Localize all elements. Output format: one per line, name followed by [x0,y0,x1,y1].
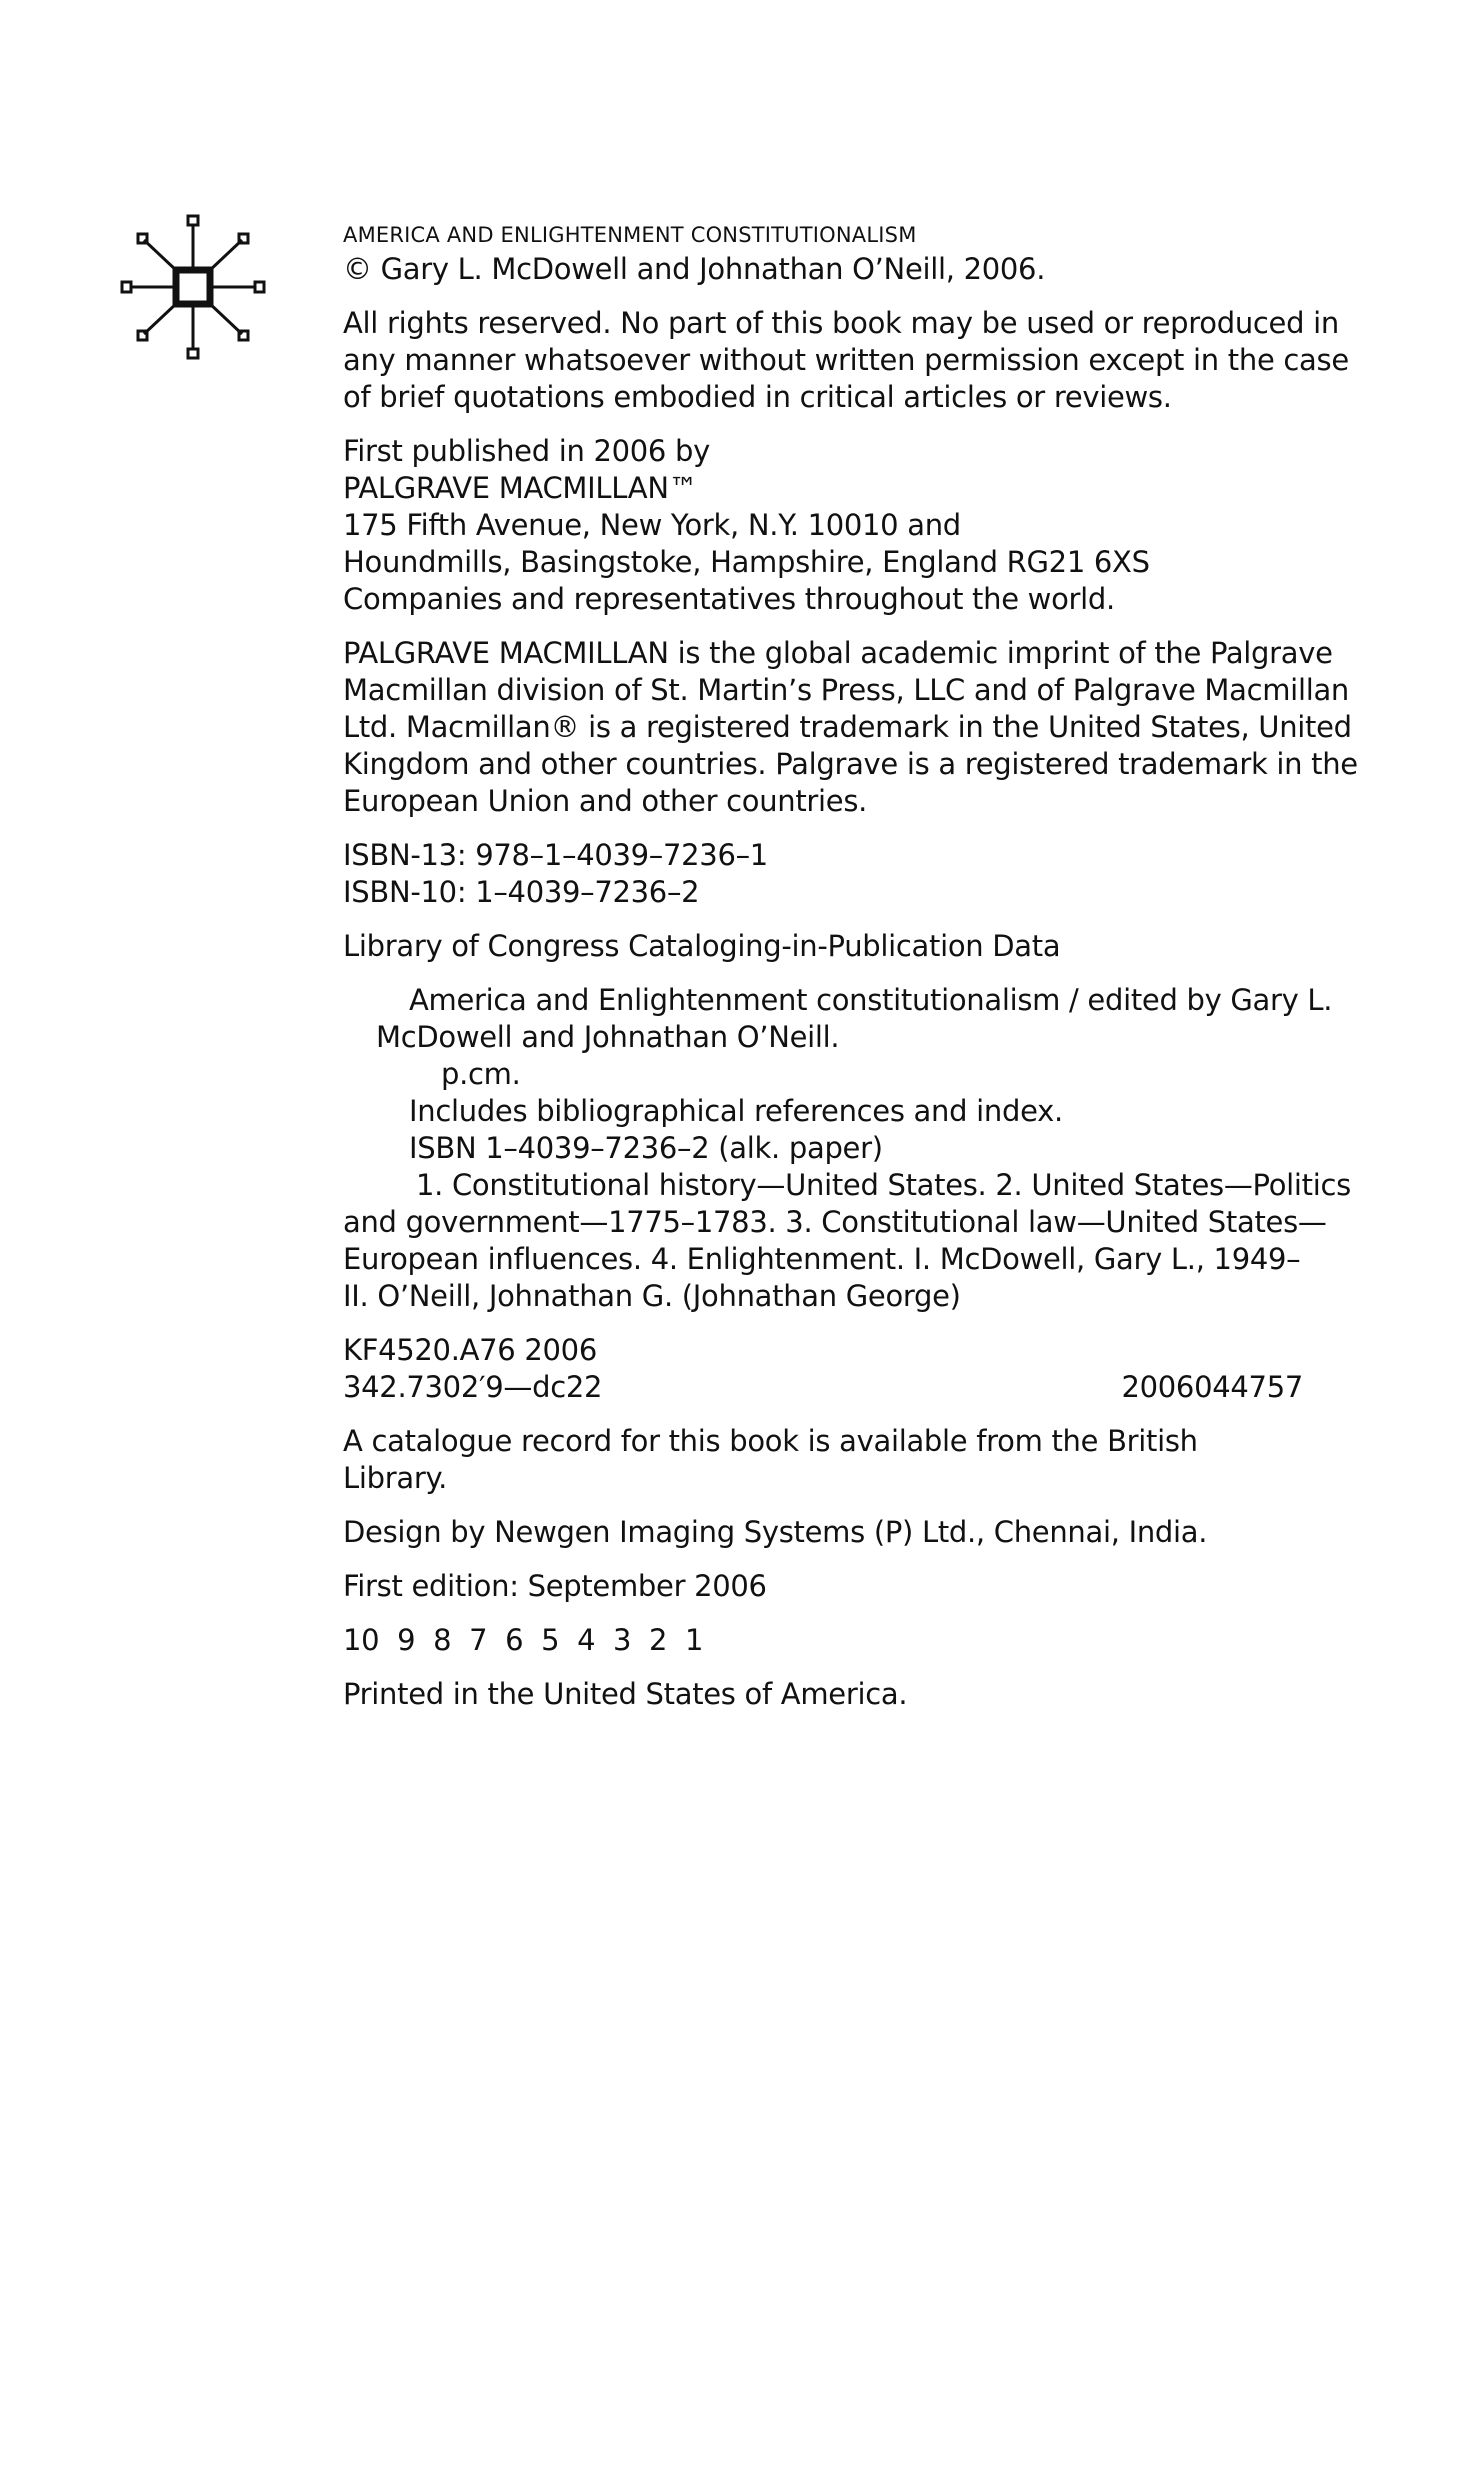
isbn-13: ISBN-13: 978–1–4039–7236–1 [343,838,768,872]
design-credit: Design by Newgen Imaging Systems (P) Ltd., Chennai, India. [343,1515,1208,1549]
cip-subject-line: and government—1775–1783. 3. Constitutional law—United States— [343,1205,1327,1239]
catalogue-record: A catalogue record for this book is available from the British Library. [343,1424,1198,1495]
publisher-line: 175 Fifth Avenue, New York, N.Y. 10010 and [343,508,961,542]
isbn-10: ISBN-10: 1–4039–7236–2 [343,875,700,909]
publisher-line: Houndmills, Basingstoke, Hampshire, England RG21 6XS [343,545,1150,579]
cip-pcm: p.cm. [441,1057,521,1091]
imprint-line: European Union and other countries. [343,784,868,818]
imprint-statement [343,635,1358,820]
cip-subject-line: European influences. 4. Enlightenment. I. McDowell, Gary L., 1949– [343,1242,1301,1276]
isbn-block [343,837,1303,911]
cip-isbn: ISBN 1–4039–7236–2 (alk. paper) [409,1131,883,1165]
rights-line: of brief quotations embodied in critical articles or reviews. [343,380,1172,414]
publisher-line: Companies and representatives throughout the world. [343,582,1115,616]
lccn: 2006044757 [1121,1370,1303,1404]
cip-heading: Library of Congress Cataloging-in-Publication Data [343,929,1061,963]
imprint-line: Macmillan division of St. Martin’s Press, LLC and of Palgrave Macmillan [343,673,1350,707]
imprint-line: PALGRAVE MACMILLAN is the global academic imprint of the Palgrave [343,636,1333,670]
cip-subject-line: 1. Constitutional history—United States. 2. United States—Politics [416,1168,1351,1202]
classification-block [343,1332,1303,1406]
cip-entry [343,982,1351,1315]
dewey-row [343,1369,1303,1406]
copyright-block [343,222,1303,288]
cip-subject-line: II. O’Neill, Johnathan G. (Johnathan George) [343,1279,961,1313]
rights-line: any manner whatsoever without written permission except in the case [343,343,1349,377]
cip-title-line: McDowell and Johnathan O’Neill. [376,1020,840,1054]
imprint-line: Ltd. Macmillan® is a registered trademark in the United States, United [343,710,1352,744]
edition-line: First edition: September 2006 [343,1569,767,1603]
lc-number: KF4520.A76 2006 [343,1333,597,1367]
rights-line: All rights reserved. No part of this book may be used or reproduced in [343,306,1339,340]
imprint-line: Kingdom and other countries. Palgrave is a registered trademark in the [343,747,1358,781]
copyright-page [343,222,1358,1730]
cip-title-line: America and Enlightenment constitutionalism / edited by Gary L. [409,983,1333,1017]
printing-line: 10 9 8 7 6 5 4 3 2 1 [343,1623,704,1657]
book-title: AMERICA AND ENLIGHTENMENT CONSTITUTIONALISM [343,223,917,247]
publisher-line: First published in 2006 by [343,434,710,468]
cip-includes: Includes bibliographical references and index. [409,1094,1063,1128]
dewey-number: 342.7302′9—dc22 [343,1370,603,1404]
rights-statement [343,305,1349,416]
publisher-logo-icon [120,214,266,360]
publisher-info [343,433,1303,618]
publisher-line: PALGRAVE MACMILLAN™ [343,471,698,505]
printed-in: Printed in the United States of America. [343,1677,908,1711]
copyright-notice: © Gary L. McDowell and Johnathan O’Neill, 2006. [343,252,1046,286]
